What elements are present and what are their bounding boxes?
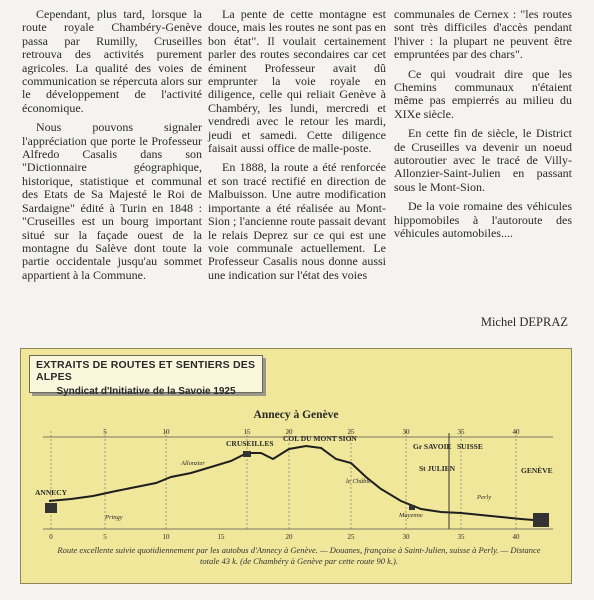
article-column-1 [22, 8, 202, 288]
author-signature: Michel DEPRAZ [480, 315, 568, 329]
bottom-km-tick: 5 [103, 533, 107, 541]
paragraph: La pente de cette montagne est douce, mais les routes ne sont pas en bon état". Il voulait certainement parler des routes secondaires car cet éminent Professeur avait dû emprunter la voie royale en diligence, celle qui reliait Genève à Chambéry, les lundi, mercredi et vendredi avec le retour les mardi, jeudi et samedi. Cette diligence faisait aussi office de malle-poste. [208, 7, 386, 156]
route-map-figure [20, 348, 572, 584]
bottom-km-tick: 25 [347, 533, 355, 541]
article-column-3 [394, 8, 572, 247]
map-subtitle: Syndicat d'Initiative de la Savoie 1925 [56, 386, 236, 397]
top-km-tick: 25 [347, 428, 355, 436]
top-km-tick: 20 [285, 428, 293, 436]
guide-lines [51, 431, 516, 529]
place-label-geneve: GENÈVE [521, 466, 553, 475]
place-label-perly: Perly [477, 494, 492, 501]
bottom-km-tick: 20 [285, 533, 293, 541]
top-km-tick: 30 [402, 428, 410, 436]
map-title: EXTRAITS DE ROUTES ET SENTIERS DES ALPES [36, 359, 256, 383]
place-label-col: COL DU MONT SION [283, 434, 357, 443]
place-label-chable: le Châble [346, 478, 372, 485]
top-km-tick: 35 [457, 428, 465, 436]
paragraph: En 1888, la route a été renforcée et son tracé rectifié en direction de Malbuisson. Une autre modification importante a été réalisée au Mont-Sion ; l'ancienne route passait devant le relais Deprez sur ce qui est une voie communale actuellement. Le Professeur Casalis nous donne aussi une indication sur l'état des voies [208, 160, 386, 282]
place-label-annecy: ANNECY [35, 488, 68, 497]
place-label-cruseilles: CRUSEILLES [226, 439, 274, 448]
paragraph: Cependant, plus tard, lorsque la route royale Chambéry-Genève passa par Rumilly, Cruseilles retrouva des activités purement agricoles. La qualité des voies de communication se répercuta alors sur le développement de l'activité économique. [22, 7, 202, 115]
route-title: Annecy à Genève [253, 409, 339, 421]
bottom-km-tick: 15 [217, 533, 225, 541]
bottom-km-tick: 35 [457, 533, 465, 541]
bottom-km-tick: 40 [512, 533, 520, 541]
paragraph: Ce qui voudrait dire que les Chemins communaux n'étaient même pas empierrés au milieu du XIXe siècle. [394, 66, 572, 121]
top-km-tick: 40 [512, 428, 520, 436]
map-caption: Route excellente suivie quotidiennement par les autobus d'Annecy à Genève. — Douanes, française à Saint-Julien, suisse à Perly. — Distance totale 43 k. (de Chambéry à Genève par cette route 90 k.). [57, 545, 541, 566]
place-label-julien: St JULIEN [419, 464, 456, 473]
paragraph: communales de Cernex : "les routes sont très difficiles d'accès pendant l'hiver : la plupart ne peuvent être empruntées par des chars". [394, 7, 572, 62]
bottom-km-tick: 10 [162, 533, 170, 541]
paragraph: Nous pouvons signaler l'appréciation que porte le Professeur Alfredo Casalis dans son "Dictionnaire géographique, historique, statistique et communal des Etats de Sa Majesté le Roi de Sardaigne" édité à Turin en 1848 : "Cruseilles est un bourg important situé sur la façade ouest de la montagne du Salève dont toute la partie occidentale jusqu'au sommet appartient à la Commune. [22, 120, 202, 282]
top-km-tick: 5 [103, 428, 107, 436]
route-profile-line [49, 446, 546, 521]
place-label-suisse: SUISSE [457, 442, 483, 451]
place-label-mayenne: Mayenne [399, 512, 423, 519]
top-km-tick: 15 [243, 428, 251, 436]
article-column-2 [208, 8, 386, 288]
town-markers [45, 451, 549, 527]
bottom-km-tick: 0 [49, 533, 53, 541]
bottom-km-tick: 30 [402, 533, 410, 541]
paragraph: En cette fin de siècle, le District de Cruseilles va devenir un noeud autoroutier avec le tracé de Villy-Allonzier-Saint-Julien en passant sous le Mont-Sion. [394, 126, 572, 194]
place-label-savoie: Gr SAVOIE [413, 442, 452, 451]
place-label-allonzier: Allonzier [181, 460, 205, 467]
paragraph: De la voie romaine des véhicules hippomobiles à l'autoroute des véhicules automobiles.... [394, 199, 572, 241]
top-km-tick: 10 [162, 428, 170, 436]
place-label-pringy: Pringy [105, 514, 123, 521]
